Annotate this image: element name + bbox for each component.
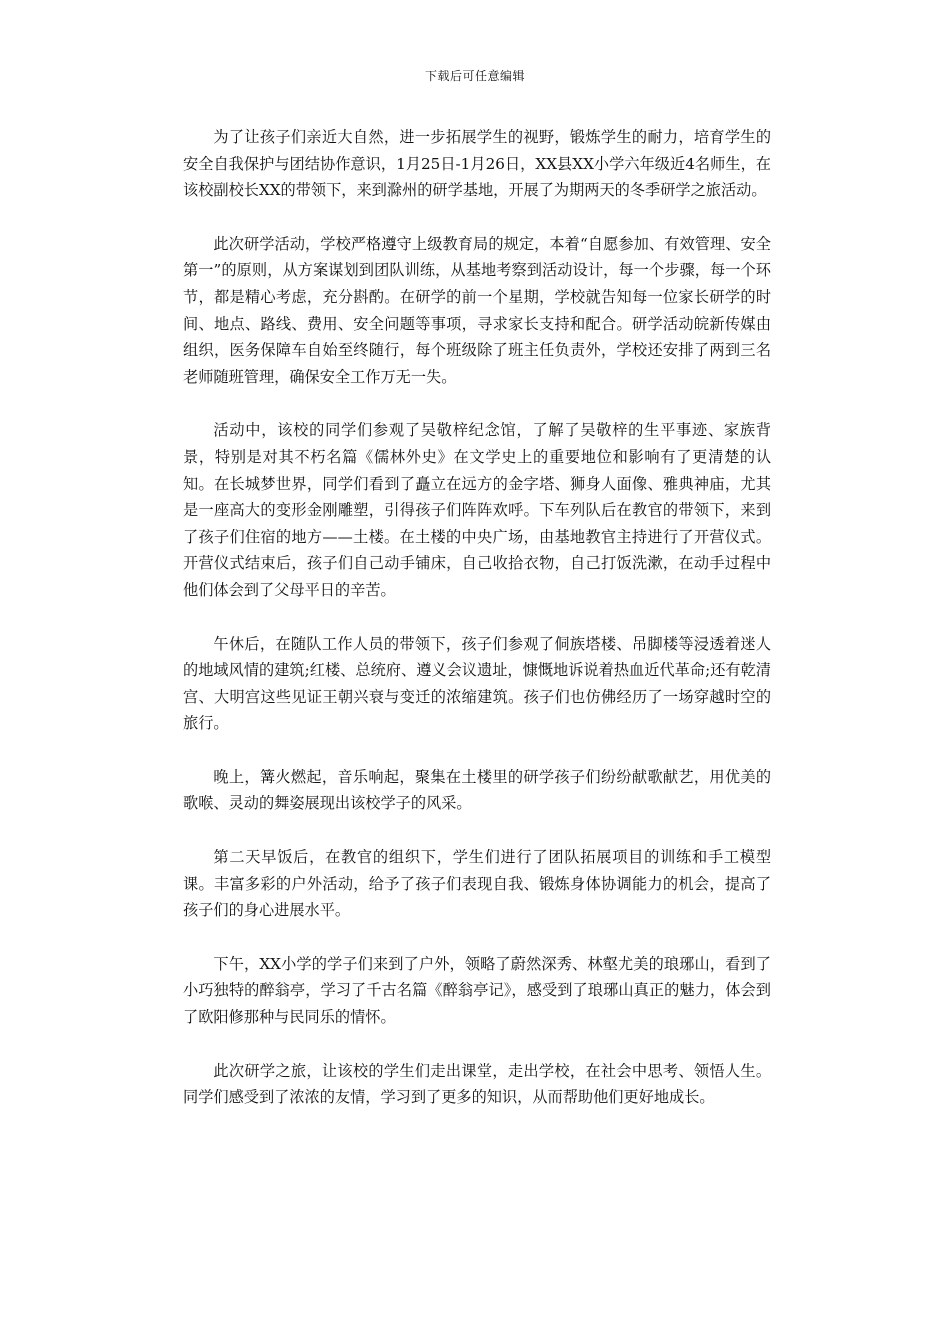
paragraph-8: 此次研学之旅，让该校的学生们走出课堂，走出学校，在社会中思考、领悟人生。同学们感受到了浓浓的友情，学习到了更多的知识，从而帮助他们更好地成长。 bbox=[183, 1061, 771, 1107]
paragraph-3: 活动中，该校的同学们参观了吴敬梓纪念馆，了解了吴敬梓的生平事迹、家族背景，特别是对其不朽名篇《儒林外史》在文学史上的重要地位和影响有了更清楚的认知。在长城梦世界，同学们看到了矗立在远方的金字塔、狮身人面像、雅典神庙，尤其是一座高大的变形金刚雕塑，引得孩子们阵阵欢呼。下车列队后在教官的带领下，来到了孩子们住宿的地方——土楼。在土楼的中央广场，由基地教官主持进行了开营仪式。开营仪式结束后，孩子们自己动手铺床，自己收拾衣物，自己打饭洗漱，在动手过程中他们体会到了父母平日的辛苦。 bbox=[183, 421, 771, 599]
paragraph-1: 为了让孩子们亲近大自然，进一步拓展学生的视野，锻炼学生的耐力，培育学生的安全自我保护与团结协作意识，1月25日-1月26日，XX县XX小学六年级近4名师生，在该校副校长XX的带领下，来到滁州的研学基地，开展了为期两天的冬季研学之旅活动。 bbox=[183, 128, 771, 200]
header-note: 下载后可任意编辑 bbox=[424, 69, 525, 83]
paragraph-6: 第二天早饭后，在教官的组织下，学生们进行了团队拓展项目的训练和手工模型课。丰富多彩的户外活动，给予了孩子们表现自我、锻炼身体协调能力的机会，提高了孩子们的身心进展水平。 bbox=[183, 848, 771, 920]
paragraph-2: 此次研学活动，学校严格遵守上级教育局的规定，本着“自愿参加、有效管理、安全第一”的原则，从方案谋划到团队训练，从基地考察到活动设计，每一个步骤，每一个环节，都是精心考虑，充分斟酌。在研学的前一个星期，学校就告知每一位家长研学的时间、地点、路线、费用、安全问题等事项，寻求家长支持和配合。研学活动皖新传媒由组织，医务保障车自始至终随行，每个班级除了班主任负责外，学校还安排了两到三名老师随班管理，确保安全工作万无一失。 bbox=[183, 234, 771, 386]
paragraph-5: 晚上，篝火燃起，音乐响起，聚集在土楼里的研学孩子们纷纷献歌献艺，用优美的歌喉、灵动的舞姿展现出该校学子的风采。 bbox=[183, 767, 771, 813]
paragraph-7: 下午，XX小学的学子们来到了户外，领略了蔚然深秀、林壑尤美的琅琊山，看到了小巧独特的醉翁亭，学习了千古名篇《醉翁亭记》，感受到了琅琊山真正的魅力，体会到了欧阳修那种与民同乐的情怀。 bbox=[183, 954, 771, 1027]
article-body bbox=[183, 124, 771, 1138]
paragraph-4: 午休后，在随队工作人员的带领下，孩子们参观了侗族塔楼、吊脚楼等浸透着迷人的地域风情的建筑;红楼、总统府、遵义会议遗址，慷慨地诉说着热血近代革命;还有乾清宫、大明宫这些见证王朝兴衰与变迁的浓缩建筑。孩子们也仿佛经历了一场穿越时空的旅行。 bbox=[183, 634, 771, 733]
